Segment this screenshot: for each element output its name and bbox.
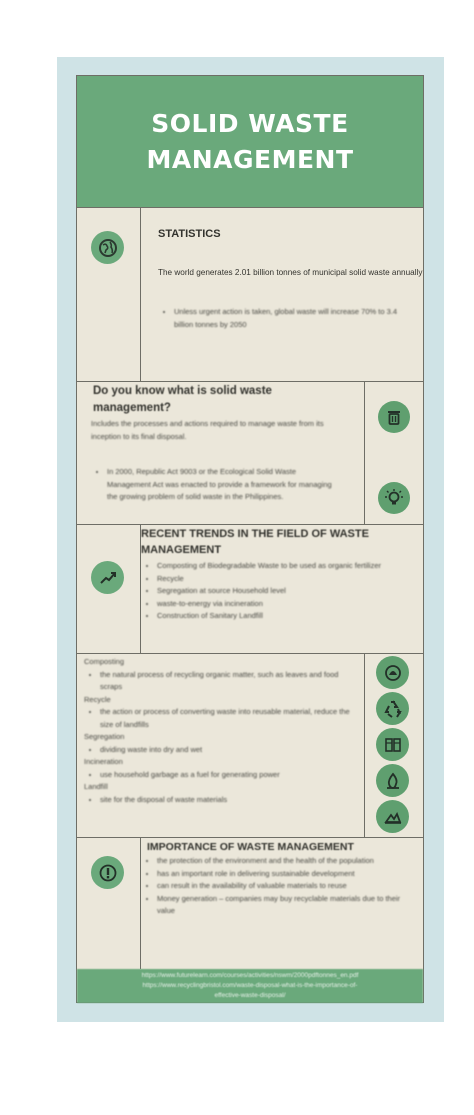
trends-heading: RECENT TRENDS IN THE FIELD OF WASTE MANAGEMENT — [141, 528, 369, 556]
definition-text: • site for the disposal of waste materials — [100, 794, 362, 807]
importance-heading: IMPORTANCE OF WASTE MANAGEMENT — [147, 841, 354, 853]
statistics-text: The world generates 2.01 billion tonnes of municipal solid waste annually — [158, 268, 423, 277]
globe-icon — [91, 231, 124, 264]
trend-up-icon — [91, 561, 124, 594]
landfill-icon — [376, 800, 409, 833]
list-item: • has an important role in delivering sustainable development — [157, 868, 419, 881]
list-item: • the protection of the environment and the health of the population — [157, 855, 419, 868]
recycle-icon — [376, 692, 409, 725]
list-item: • Composting of Biodegradable Waste to be used as organic fertilizer — [157, 560, 423, 573]
list-item: • can result in the availability of valuable materials to reuse — [157, 880, 419, 893]
divider — [364, 653, 365, 837]
divider — [77, 524, 423, 525]
infographic-sheet — [76, 75, 424, 1003]
know-bullets — [91, 466, 341, 504]
definition-text: • dividing waste into dry and wet — [100, 744, 362, 757]
lightbulb-icon — [378, 482, 410, 514]
compost-icon — [376, 656, 409, 689]
title-banner — [77, 76, 423, 208]
importance-bullets — [141, 855, 419, 918]
know-text: Includes the processes and actions required to manage waste from its inception to its final disposal. — [91, 419, 324, 441]
list-item: • Money generation – companies may buy recyclable materials due to their value — [157, 893, 419, 918]
divider — [77, 381, 423, 382]
definition-term: Incineration — [84, 757, 123, 766]
list-item: • Segregation at source Household level — [157, 585, 423, 598]
list-item: • Recycle — [157, 573, 423, 586]
definition-text: • the natural process of recycling organic matter, such as leaves and food scraps — [100, 669, 362, 694]
definitions-list — [84, 656, 362, 806]
source-link[interactable]: https://www.recyclingbristol.com/waste-disposal-what-is-the-importance-of- — [142, 982, 358, 989]
definition-text: • use household garbage as a fuel for generating power — [100, 769, 362, 782]
definition-term: Composting — [84, 657, 125, 666]
trash-bin-icon — [378, 401, 410, 433]
list-item: • In 2000, Republic Act 9003 or the Ecological Solid Waste Management Act was enacted to provide a framework for managing the growing problem of solid waste in the Philippines. — [107, 466, 341, 504]
list-item: • waste-to-energy via incineration — [157, 598, 423, 611]
divider — [77, 653, 423, 654]
definition-term: Segregation — [84, 732, 125, 741]
list-item: • Construction of Sanitary Landfill — [157, 610, 423, 623]
segregation-icon — [376, 728, 409, 761]
info-icon — [91, 856, 124, 889]
trends-bullets — [141, 560, 423, 623]
list-item: • Unless urgent action is taken, global waste will increase 70% to 3.4 billion tonnes by 2050 — [174, 306, 418, 331]
incineration-icon — [376, 764, 409, 797]
divider — [364, 381, 365, 524]
definition-term: Landfill — [84, 782, 108, 791]
sources-footer — [77, 969, 423, 1003]
statistics-bullets — [158, 306, 418, 331]
definition-term: Recycle — [84, 694, 111, 704]
source-link[interactable]: effective-waste-disposal/ — [214, 992, 286, 999]
divider — [140, 208, 141, 381]
definition-text: • the action or process of converting waste into reusable material, reduce the size of landfills — [100, 706, 362, 731]
statistics-heading: STATISTICS — [158, 228, 221, 240]
page-title: SOLID WASTE MANAGEMENT — [146, 108, 354, 174]
divider — [77, 837, 423, 838]
know-heading: Do you know what is solid waste management? — [93, 385, 272, 414]
source-link[interactable]: https://www.futurelearn.com/courses/activities/nswm/2000pdftonnes_en.pdf — [141, 972, 359, 979]
